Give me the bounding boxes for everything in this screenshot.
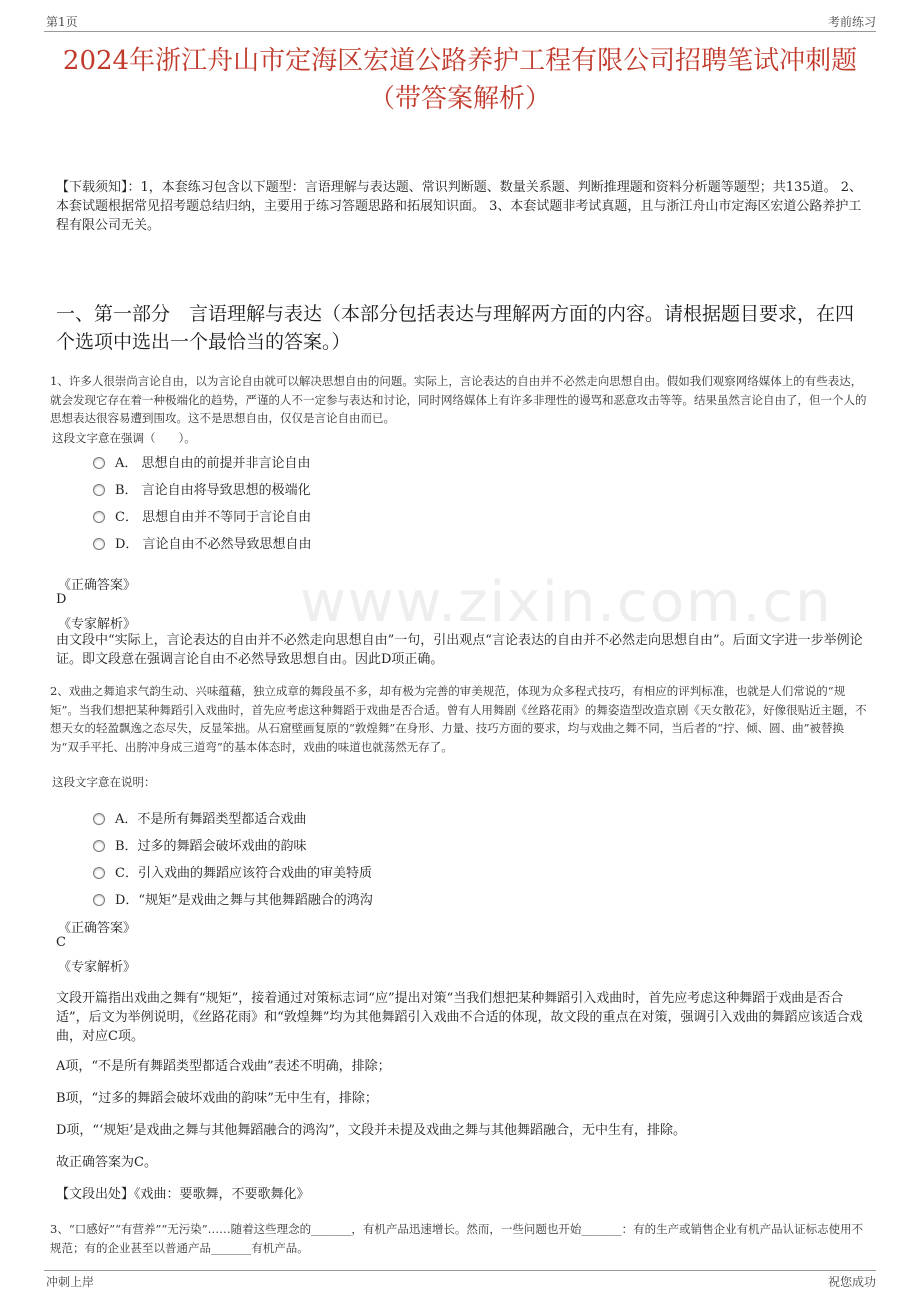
question-1-text: 1、许多人很崇尚言论自由，以为言论自由就可以解决思想自由的问题。实际上，言论表达的自由并不必然走向思想自由。假如我们观察网络媒体上的有些表达，就会发现它存在着一种极端化的趋势，严谨的人不一定参与表达和讨论，同时网络媒体上有许多非理性的谩骂和恶意攻击等等。结果虽然言论自由了，但一个人的思想表达很容易遭到围攻。这不是思想自由，仅仅是言论自由而已。 — [50, 374, 867, 425]
question-2-conclusion: 故正确答案为C。 — [56, 1155, 157, 1170]
question-2-prompt: 这段文字意在说明： — [52, 775, 156, 789]
question-2-answer: C — [56, 935, 66, 950]
question-2-analysis-a: A项，“不是所有舞蹈类型都适合戏曲”表述不明确，排除； — [56, 1059, 391, 1074]
option-label: A． 思想自由的前提并非言论自由 — [115, 456, 311, 471]
option-label: A．不是所有舞蹈类型都适合戏曲 — [115, 812, 307, 827]
question-2-option-b[interactable] — [93, 835, 307, 854]
section-heading: 一、第一部分 言语理解与表达（本部分包括表达与理解两方面的内容。请根据题目要求，在四个选项中选出一个最恰当的答案。） — [56, 303, 855, 353]
radio-icon[interactable] — [93, 867, 105, 879]
radio-icon[interactable] — [93, 894, 105, 906]
question-2-analysis-d: D项，“‘规矩’是戏曲之舞与其他舞蹈融合的鸿沟”，文段并未提及戏曲之舞与其他舞蹈融合，无中生有，排除。 — [56, 1123, 686, 1138]
footer-divider — [44, 1270, 876, 1271]
question-2-analysis-label: 《专家解析》 — [58, 960, 137, 975]
header-divider — [44, 31, 876, 32]
question-2-option-a[interactable] — [93, 808, 306, 827]
question-1-option-d[interactable] — [93, 533, 312, 552]
question-1-analysis: 由文段中“实际上，言论表达的自由并不必然走向思想自由”一句，引出观点“言论表达的自由并不必然走向思想自由”。后面文字进一步举例论证。即文段意在强调言论自由不必然导致思想自由。因此D项正确。 — [56, 633, 863, 667]
radio-icon[interactable] — [93, 813, 105, 825]
page-number: 第1页 — [46, 15, 78, 29]
question-2-analysis-main: 文段开篇指出戏曲之舞有“规矩”，接着通过对策标志词“应”提出对策“当我们想把某种舞蹈引入戏曲时，首先应考虑这种舞蹈于戏曲是否合适”，后文为举例说明，《丝路花雨》和“敦煌舞”均为其他舞蹈引入戏曲不合适的体现，故文段的重点在对策，强调引入戏曲的舞蹈应该适合戏曲，对应C项。 — [56, 991, 863, 1044]
question-2-option-c[interactable] — [93, 862, 372, 881]
question-2-source: 【文段出处】《戏曲：要歌舞，不要歌舞化》 — [56, 1187, 310, 1202]
question-1-answer-label: 《正确答案》 — [58, 578, 137, 593]
header-label: 考前练习 — [827, 15, 876, 29]
question-1-option-c[interactable] — [93, 506, 311, 525]
question-1-option-a[interactable] — [93, 452, 311, 471]
download-notice: 【下载须知】：1，本套练习包含以下题型：言语理解与表达题、常识判断题、数量关系题、判断推理题和资料分析题等题型；共135道。 2、本套试题根据常见招考题总结归纳，主要用于练习答题思路和拓展知识面。 3、本套试题非考试真题，且与浙江舟山市定海区宏道公路养护工程有限公司无关。 — [56, 180, 862, 233]
option-label: B． 言论自由将导致思想的极端化 — [115, 483, 311, 498]
radio-icon[interactable] — [93, 511, 105, 523]
option-label: B．过多的舞蹈会破坏戏曲的韵味 — [115, 839, 307, 854]
question-1-analysis-label: 《专家解析》 — [58, 617, 137, 632]
footer-right: 祝您成功 — [827, 1275, 876, 1289]
radio-icon[interactable] — [93, 840, 105, 852]
question-2-answer-label: 《正确答案》 — [58, 921, 137, 936]
page-title: 2024年浙江舟山市定海区宏道公路养护工程有限公司招聘笔试冲刺题（带答案解析） — [62, 46, 858, 114]
question-1-option-b[interactable] — [93, 479, 311, 498]
question-2-option-d[interactable] — [93, 889, 373, 908]
radio-icon[interactable] — [93, 484, 105, 496]
radio-icon[interactable] — [93, 538, 105, 550]
option-label: C．引入戏曲的舞蹈应该符合戏曲的审美特质 — [115, 866, 372, 881]
radio-icon[interactable] — [93, 457, 105, 469]
option-label: D．“规矩”是戏曲之舞与其他舞蹈融合的鸿沟 — [115, 893, 373, 908]
watermark: www.zixin.com.cn — [300, 570, 833, 635]
footer-left: 冲刺上岸 — [46, 1275, 95, 1289]
question-1-answer: D — [56, 592, 67, 607]
option-label: C． 思想自由并不等同于言论自由 — [115, 510, 312, 525]
option-label: D． 言论自由不必然导致思想自由 — [115, 537, 312, 552]
question-3-text: 3、“口感好”“有营养”“无污染”……随着这些理念的_______，有机产品迅速增长。然而，一些问题也开始_______：有的生产或销售企业有机产品认证标志使用不规范；有的企业甚至以普通产品_______有机产品。 — [50, 1222, 864, 1255]
question-2-text: 2、戏曲之舞追求气韵生动、兴味蕴藉，独立成章的舞段虽不多，却有极为完善的审美规范，体现为众多程式技巧，有相应的评判标准，也就是人们常说的“规矩”。当我们想把某种舞蹈引入戏曲时，首先应考虑这种舞蹈于戏曲是否合适。曾有人用舞剧《丝路花雨》的舞姿造型改造京剧《天女散花》，好像很贴近主题，不想天女的轻盈飘逸之态尽失，反显笨拙。从石窟壁画复原的“敦煌舞”在身形、力量、技巧方面的要求，均与戏曲之舞不同，当后者的“拧、倾、圆、曲”被替换为“双手平托、出胯冲身成三道弯”的基本体态时，戏曲的味道也就荡然无存了。 — [50, 684, 867, 754]
question-2-analysis-b: B项，“过多的舞蹈会破坏戏曲的韵味”无中生有，排除； — [56, 1091, 378, 1106]
question-1-prompt: 这段文字意在强调（ ）。 — [52, 431, 196, 445]
